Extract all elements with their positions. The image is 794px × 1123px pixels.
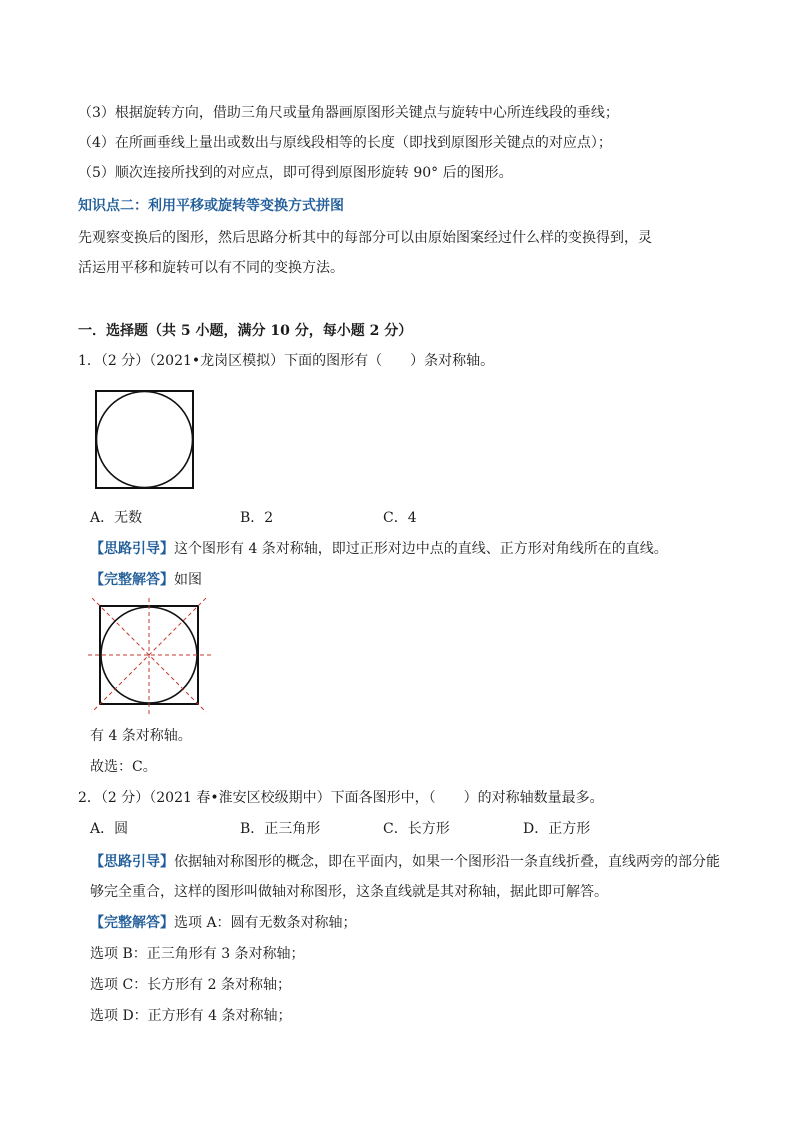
q1-hint-text: 这个图形有 4 条对称轴，即过正形对边中点的直线、正方形对角线所在的直线。 xyxy=(174,541,668,557)
intro-step-4: （4）在所画垂线上量出或数出与原线段相等的长度（即找到原图形关键点的对应点）； xyxy=(78,135,612,151)
q1-stem: 1．（2 分）（2021•龙岗区模拟）下面的图形有（ ）条对称轴。 xyxy=(78,353,495,369)
q2-option-c: C．长方形 xyxy=(383,821,450,837)
q1-answer-figure-axes xyxy=(88,598,212,714)
q1-answer-tag: 【完整解答】 xyxy=(90,572,174,588)
q2-option-d: D．正方形 xyxy=(523,821,591,837)
q1-option-c: C．4 xyxy=(383,510,417,526)
section-title: 一．选择题（共 5 小题，满分 10 分，每小题 2 分） xyxy=(78,323,413,339)
knowledge-heading: 知识点二：利用平移或旋转等变换方式拼图 xyxy=(78,198,344,214)
q2-answer-line-a: 选项 A：圆有无数条对称轴； xyxy=(174,915,357,931)
q2-hint-tag: 【思路引导】 xyxy=(90,854,174,870)
q2-answer-line-d: 选项 D：正方形有 4 条对称轴； xyxy=(90,1008,292,1024)
q1-option-b: B．2 xyxy=(240,510,274,526)
q1-choice: 故选：C。 xyxy=(90,759,157,775)
q2-option-b: B．正三角形 xyxy=(240,821,321,837)
q1-hint-tag: 【思路引导】 xyxy=(90,541,174,557)
q1-answer-text: 如图 xyxy=(174,572,202,588)
q2-answer-tag: 【完整解答】 xyxy=(90,915,174,931)
q2-hint-text-2: 够完全重合，这样的图形叫做轴对称图形，这条直线就是其对称轴，据此即可解答。 xyxy=(90,884,608,900)
intro-step-5: （5）顺次连接所找到的对应点，即可得到原图形旋转 90° 后的图形。 xyxy=(78,165,513,181)
q1-hint xyxy=(90,538,668,560)
intro-step-3: （3）根据旋转方向，借助三角尺或量角器画原图形关键点与旋转中心所连线段的垂线； xyxy=(78,105,619,121)
q2-answer-line-b: 选项 B：正三角形有 3 条对称轴； xyxy=(90,946,305,962)
q2-hint xyxy=(90,851,720,873)
q2-answer xyxy=(90,912,357,934)
q1-option-a: A．无数 xyxy=(90,510,143,526)
q1-answer xyxy=(90,569,202,591)
knowledge-text-1: 先观察变换后的图形，然后思路分析其中的每部分可以由原始图案经过什么样的变换得到，灵 xyxy=(78,230,652,246)
q1-answer-line: 有 4 条对称轴。 xyxy=(90,728,192,744)
q2-answer-line-c: 选项 C：长方形有 2 条对称轴； xyxy=(90,977,291,993)
knowledge-text-2: 活运用平移和旋转可以有不同的变换方法。 xyxy=(78,260,344,276)
q2-option-a: A．圆 xyxy=(90,821,129,837)
q2-stem: 2．（2 分）（2021 春•淮安区校级期中）下面各图形中，（ ）的对称轴数量最多。 xyxy=(78,790,604,806)
q2-hint-text-1: 依据轴对称图形的概念，即在平面内，如果一个图形沿一条直线折叠，直线两旁的部分能 xyxy=(174,854,720,870)
q1-figure-square-circle xyxy=(95,390,195,490)
